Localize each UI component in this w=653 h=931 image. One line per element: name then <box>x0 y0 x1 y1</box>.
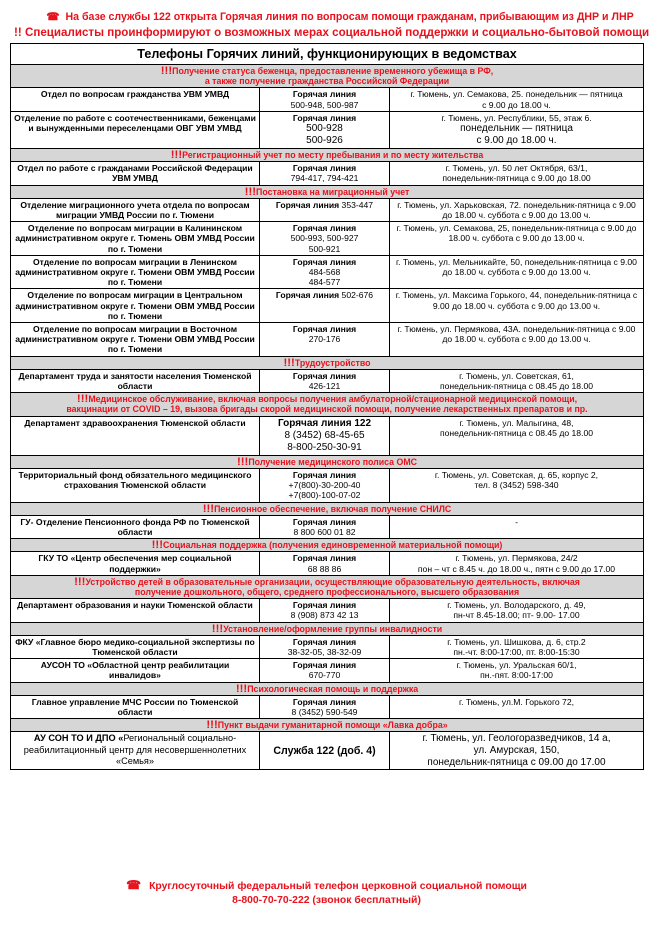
address-cell: г. Тюмень, ул. Советская, 61, понедельник-пятница с 08.45 до 18.00 <box>390 369 644 392</box>
table-row <box>11 659 644 682</box>
org-name: Департамент образования и науки Тюменской области <box>11 599 260 622</box>
address-cell: г. Тюмень, ул. Малыгина, 48, понедельник-пятница с 08.45 до 18.00 <box>390 416 644 455</box>
org-name: Отделение по вопросам миграции в Калининском административном округе г. Тюмень ОВМ УМВД России по г. Тюмени <box>11 222 260 256</box>
org-name: Отделение по вопросам миграции в Центральном административном округе г. Тюмени ОВМ УМВД России по г. Тюмени <box>11 289 260 323</box>
table-row <box>11 198 644 221</box>
address-cell: г. Тюмень, ул. Семакова, 25, понедельник-пятница с 9.00 до 18.00 ч. суббота с 9.00 до 13.00 ч. <box>390 222 644 256</box>
section-header: !!!Получение медицинского полиса ОМС <box>11 455 644 468</box>
phone-cell: Горячая линия 670-770 <box>260 659 390 682</box>
table-row <box>11 552 644 575</box>
org-name: АУСОН ТО «Областной центр реабилитации инвалидов» <box>11 659 260 682</box>
org-name: Территориальный фонд обязательного медицинского страхования Тюменской области <box>11 468 260 502</box>
address-cell: г. Тюмень, ул. Харьковская, 72. понедельник-пятница с 9.00 до 18.00 ч. суббота с 9.00 до 13.00 ч. <box>390 198 644 221</box>
table-row <box>11 323 644 357</box>
table-row <box>11 289 644 323</box>
address-cell: г. Тюмень, ул. Пермякова, 24/2 пон – чт с 8.45 ч. до 18.00 ч., пятн с 9.00 до 17.00 <box>390 552 644 575</box>
section-header: !!!Социальная поддержка (получения единовременной материальной помощи) <box>11 539 644 552</box>
table-title: Телефоны Горячих линий, функционирующих в ведомствах <box>11 44 644 65</box>
address-cell: г. Тюмень, ул. Советская, д. 65, корпус 2, тел. 8 (3452) 598-340 <box>390 468 644 502</box>
section-header: !!!Получение статуса беженца, предоставление временного убежища в РФ, а также получение гражданства Российской Федерации <box>11 65 644 88</box>
phone-cell: Горячая линия 426-121 <box>260 369 390 392</box>
org-name: ГКУ ТО «Центр обеспечения мер социальной поддержки» <box>11 552 260 575</box>
phone-cell: Горячая линия 38-32-05, 38-32-09 <box>260 635 390 658</box>
phone-cell: Горячая линия 353-447 <box>260 198 390 221</box>
org-name: Отделение по вопросам миграции в Восточном административном округе г. Тюмени ОВМ УМВД России по г. Тюмени <box>11 323 260 357</box>
address-cell: г. Тюмень, ул.М. Горького 72, <box>390 695 644 718</box>
section-header: !!!Психологическая помощь и поддержка <box>11 682 644 695</box>
header-line-1 <box>40 11 640 23</box>
header-line-2: !! Специалисты проинформируют о возможных мерах социальной поддержки и социально-бытовой помощи <box>14 26 650 39</box>
org-name: Главное управление МЧС России по Тюменской области <box>11 695 260 718</box>
phone-cell: Горячая линия 8 800 600 01 82 <box>260 515 390 538</box>
address-cell: г. Тюмень, ул. Володарского, д. 49, пн-чт 8.45-18.00; пт- 9.00- 17.00 <box>390 599 644 622</box>
table-row <box>11 162 644 185</box>
address-cell: г. Тюмень, ул. Максима Горького, 44, понедельник-пятница с 9.00 до 18.00 ч. суббота с 9.00 до 13.00 ч. <box>390 289 644 323</box>
org-name: Отделение по работе с соотечественниками, беженцами и вынужденными переселенцами ОВГ УВМ УМВД <box>11 111 260 148</box>
address-cell: г. Тюмень, ул. Мельникайте, 50, понедельник-пятница с 9.00 до 18.00 ч. суббота с 9.00 до 13.00 ч. <box>390 255 644 289</box>
org-name: АУ СОН ТО И ДПО «Региональный социально-реабилитационный центр для несовершеннолетних «Семья» <box>11 732 260 770</box>
footer <box>10 878 643 908</box>
section-header: !!!Трудоустройство <box>11 356 644 369</box>
phone-cell: Горячая линия 484-568 484-577 <box>260 255 390 289</box>
section-header: !!!Пенсионное обеспечение, включая получение СНИЛС <box>11 502 644 515</box>
phone-cell: Горячая линия 500-993, 500-927 500-921 <box>260 222 390 256</box>
phone-cell: Горячая линия 8 (908) 873 42 13 <box>260 599 390 622</box>
address-cell: г. Тюмень, ул. Семакова, 25. понедельник — пятница с 9.00 до 18.00 ч. <box>390 88 644 111</box>
org-name: Отдел по работе с гражданами Российской Федерации УВМ УМВД <box>11 162 260 185</box>
table-row <box>11 635 644 658</box>
phone-cell: Горячая линия 794-417, 794-421 <box>260 162 390 185</box>
section-header: !!!Устройство детей в образовательные организации, осуществляющие образовательную деятельность, включая получение дошкольного, общего, среднего профессионального, высшего образования <box>11 575 644 598</box>
phone-cell: Горячая линия 500-948, 500-987 <box>260 88 390 111</box>
org-name: Отдел по вопросам гражданства УВМ УМВД <box>11 88 260 111</box>
address-cell: г. Тюмень, ул. Уральская 60/1, пн.-пят. 8:00-17:00 <box>390 659 644 682</box>
section-header: !!!Пункт выдачи гуманитарной помощи «Лавка добра» <box>11 719 644 732</box>
phone-cell: Горячая линия +7(800)-30-200-40 +7(800)-100-07-02 <box>260 468 390 502</box>
phone-cell: Горячая линия 8 (3452) 590-549 <box>260 695 390 718</box>
table-row <box>11 255 644 289</box>
org-name: Департамент труда и занятости населения Тюменской области <box>11 369 260 392</box>
phone-icon: ☎ <box>126 878 142 892</box>
org-name: Отделение по вопросам миграции в Ленинском административном округе г. Тюмени ОВМ УМВД России по г. Тюмени <box>11 255 260 289</box>
table-row <box>11 695 644 718</box>
hotlines-table-wrap <box>10 43 643 770</box>
address-cell: г. Тюмень, ул. Шишкова, д. 6, стр.2 пн.-чт. 8:00-17:00, пт. 8:00-15:30 <box>390 635 644 658</box>
hotlines-table <box>10 43 644 770</box>
table-row <box>11 732 644 770</box>
section-header: !!!Медицинское обслуживание, включая вопросы получения амбулаторной/стационарной медицинской помощи, вакцинации от COVID – 19, вызова бригады скорой медицинской помощи, получение лекарственных препаратов и пр. <box>11 393 644 416</box>
table-row <box>11 416 644 455</box>
phone-cell: Горячая линия 122 8 (3452) 68-45-65 8-800-250-30-91 <box>260 416 390 455</box>
org-name: Отделение миграционного учета отдела по вопросам миграции УМВД России по г. Тюмени <box>11 198 260 221</box>
service-cell: Служба 122 (доб. 4) <box>260 732 390 770</box>
phone-cell: Горячая линия 500-928 500-926 <box>260 111 390 148</box>
phone-cell: Горячая линия 270-176 <box>260 323 390 357</box>
table-row <box>11 599 644 622</box>
header-line-1-text: На базе службы 122 открыта Горячая линия по вопросам помощи гражданам, прибывающим из ДНР и ЛНР <box>65 11 634 23</box>
address-cell: г. Тюмень, ул. Пермякова, 43А. понедельник-пятница с 9.00 до 18.00 ч. суббота с 9.00 до 13.00 ч. <box>390 323 644 357</box>
table-row <box>11 111 644 148</box>
org-name: Департамент здравоохранения Тюменской области <box>11 416 260 455</box>
table-row <box>11 468 644 502</box>
section-header: !!!Постановка на миграционный учет <box>11 185 644 198</box>
table-row <box>11 515 644 538</box>
phone-icon: ☎ <box>46 11 60 23</box>
table-row <box>11 88 644 111</box>
table-row <box>11 369 644 392</box>
address-cell: г. Тюмень, ул. 50 лет Октября, 63/1, понедельник-пятница с 9.00 до 18.00 <box>390 162 644 185</box>
footer-line-2: 8-800-70-70-222 (звонок бесплатный) <box>232 895 421 906</box>
org-name: ГУ- Отделение Пенсионного фонда РФ по Тюменской области <box>11 515 260 538</box>
table-row <box>11 222 644 256</box>
phone-cell: Горячая линия 502-676 <box>260 289 390 323</box>
phone-cell: Горячая линия 68 88 86 <box>260 552 390 575</box>
section-header: !!!Установление/оформление группы инвалидности <box>11 622 644 635</box>
address-cell: - <box>390 515 644 538</box>
org-name: ФКУ «Главное бюро медико-социальной экспертизы по Тюменской области <box>11 635 260 658</box>
address-cell: г. Тюмень, ул. Республики, 55, этаж 6. понедельник — пятница с 9.00 до 18.00 ч. <box>390 111 644 148</box>
section-header: !!!Регистрационный учет по месту пребывания и по месту жительства <box>11 149 644 162</box>
address-cell: г. Тюмень, ул. Геологоразведчиков, 14 а, ул. Амурская, 150, понедельник-пятница с 09.00 до 17.00 <box>390 732 644 770</box>
footer-line-1: ☎ Круглосуточный федеральный телефон церковной социальной помощи <box>126 878 527 892</box>
